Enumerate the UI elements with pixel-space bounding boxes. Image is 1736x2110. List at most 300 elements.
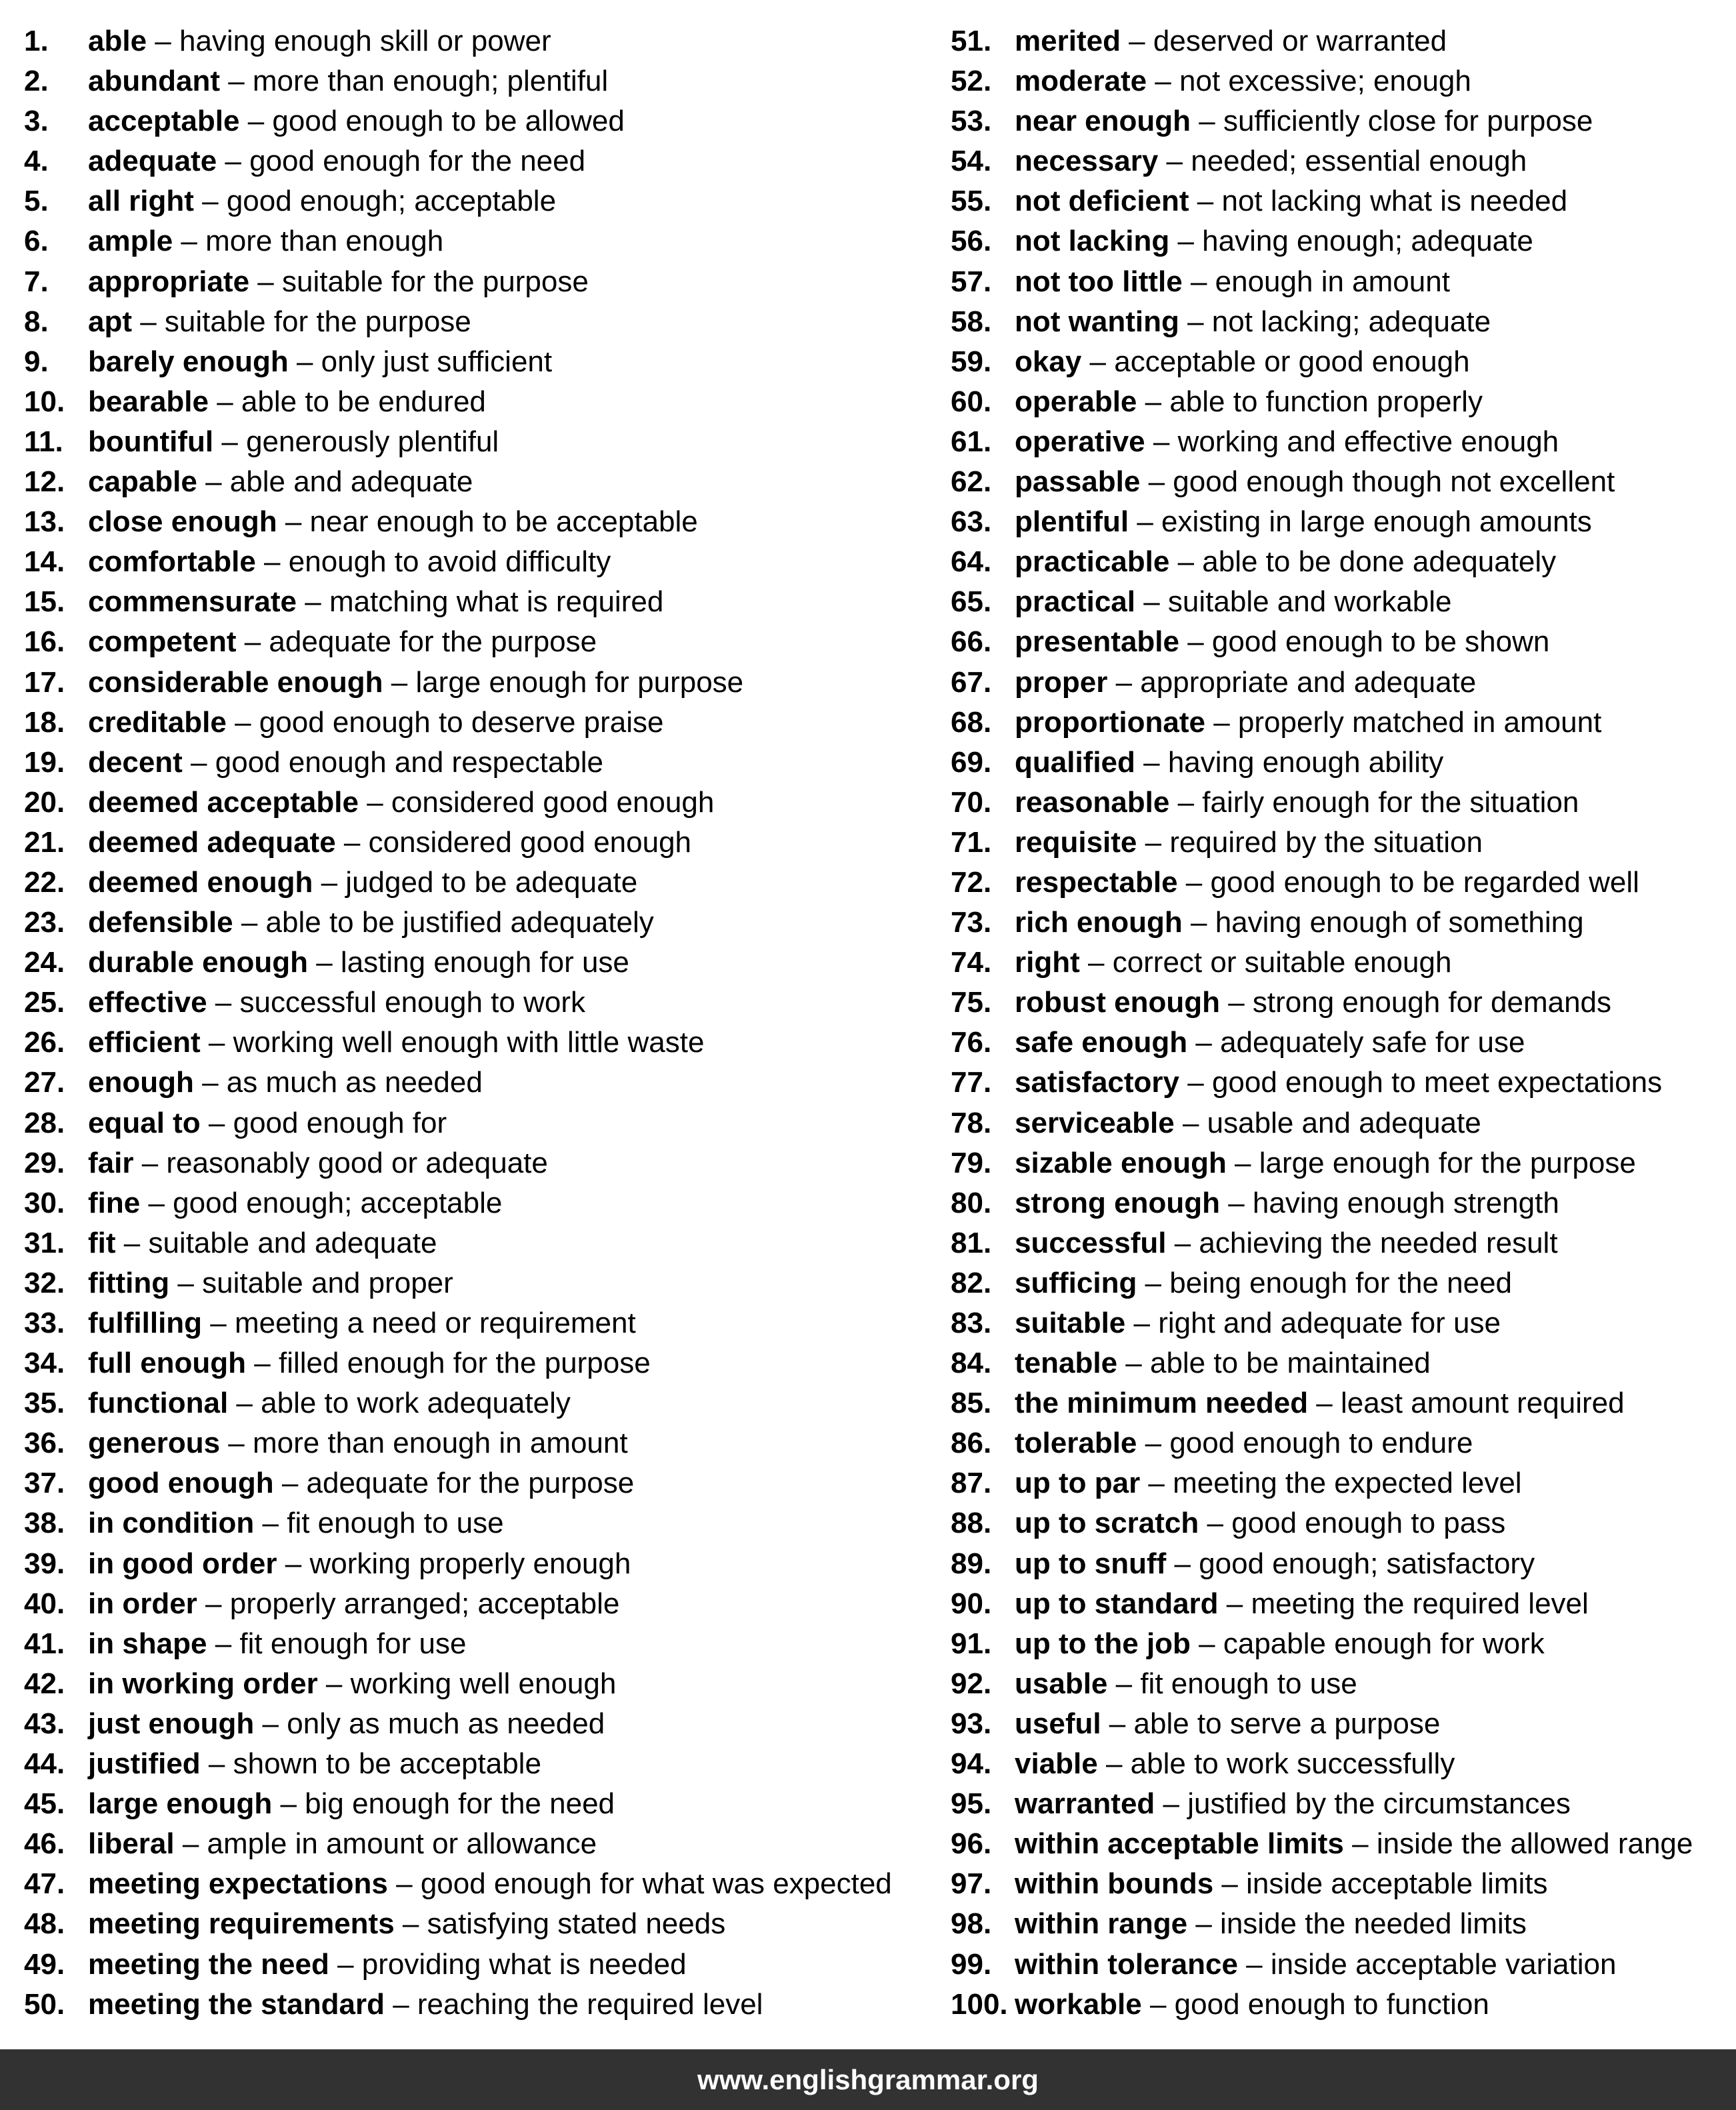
entry-number: 84. (951, 1347, 992, 1380)
list-item (951, 61, 1731, 101)
entry-number: 100. (951, 1987, 1008, 2021)
list-item (951, 703, 1731, 743)
entry-definition: existing in large enough amounts (1161, 505, 1592, 539)
entry-separator: – (1137, 385, 1170, 418)
list-item (951, 1423, 1731, 1463)
entry-separator: – (308, 946, 341, 979)
entry-separator: – (1191, 105, 1223, 138)
list-item (24, 823, 937, 863)
entry-number: 53. (951, 105, 992, 138)
footer-url[interactable]: www.englishgrammar.org (697, 2064, 1039, 2095)
entry-definition: reaching the required level (417, 1987, 763, 2021)
list-item (24, 1784, 937, 1824)
list-item (951, 1143, 1731, 1183)
entry-separator: – (1097, 1747, 1131, 1781)
entry-separator: – (197, 465, 230, 499)
entry-word: up to scratch (1015, 1507, 1199, 1540)
list-item (24, 1423, 937, 1463)
entry-number: 60. (951, 385, 992, 418)
entry-number: 36. (24, 1427, 65, 1460)
entry-word: in order (88, 1587, 197, 1620)
entry-number: 59. (951, 345, 992, 378)
entry-separator: – (193, 1066, 227, 1099)
entry-word: up to the job (1015, 1627, 1191, 1660)
entry-definition: needed; essential enough (1191, 145, 1527, 178)
entry-separator: – (1343, 1827, 1377, 1861)
entry-number: 48. (24, 1907, 65, 1941)
entry-number: 2. (24, 65, 49, 98)
list-item (24, 1544, 937, 1584)
entry-number: 62. (951, 465, 992, 499)
entry-word: safe enough (1015, 1026, 1188, 1059)
entry-word: effective (88, 986, 207, 1019)
entry-word: durable enough (88, 946, 308, 979)
entry-number: 28. (24, 1106, 65, 1139)
list-item (951, 1664, 1731, 1704)
list-item (951, 1223, 1731, 1263)
entry-word: enough (88, 1066, 194, 1099)
entry-separator: – (173, 225, 206, 258)
entry-word: deemed enough (88, 865, 313, 899)
entry-definition: not lacking; adequate (1211, 305, 1491, 338)
entry-word: reasonable (1015, 785, 1170, 819)
entry-number: 39. (24, 1547, 65, 1580)
entry-separator: – (1117, 1347, 1150, 1380)
entry-number: 38. (24, 1507, 65, 1540)
entry-number: 86. (951, 1427, 992, 1460)
entry-word: just enough (88, 1707, 255, 1740)
entry-word: tolerable (1015, 1427, 1137, 1460)
entry-number: 41. (24, 1627, 65, 1660)
entry-separator: – (115, 1226, 149, 1259)
entry-separator: – (219, 65, 253, 98)
entry-word: tenable (1015, 1347, 1118, 1380)
entry-word: within range (1015, 1907, 1188, 1941)
entry-definition: right and adequate for use (1158, 1307, 1501, 1339)
entry-number: 64. (951, 545, 992, 579)
entry-separator: – (255, 545, 289, 579)
entry-word: apt (88, 305, 132, 338)
entry-separator: – (1169, 545, 1203, 579)
entry-definition: able to be justified adequately (265, 906, 654, 939)
entry-definition: shown to be acceptable (233, 1747, 541, 1781)
list-item (24, 1343, 937, 1383)
entry-word: bountiful (88, 425, 214, 458)
entry-number: 66. (951, 625, 992, 659)
list-item (951, 141, 1731, 181)
entry-word: in condition (88, 1507, 255, 1540)
entry-number: 3. (24, 105, 49, 138)
entry-word: in shape (88, 1627, 207, 1660)
entry-number: 29. (24, 1146, 65, 1179)
entry-definition: capable enough for work (1223, 1627, 1545, 1660)
list-item (951, 262, 1731, 302)
entry-separator: – (383, 665, 416, 699)
entry-number: 14. (24, 545, 65, 579)
entry-separator: – (1237, 1947, 1271, 1981)
list-item (951, 1063, 1731, 1103)
entry-word: passable (1015, 465, 1141, 499)
list-item (24, 1584, 937, 1624)
entry-definition: good enough to pass (1231, 1507, 1506, 1540)
entry-separator: – (1205, 705, 1238, 739)
list-item (24, 582, 937, 622)
entry-word: in good order (88, 1547, 277, 1580)
entry-separator: – (207, 1627, 240, 1660)
entry-word: plentiful (1015, 505, 1129, 539)
entry-word: operable (1015, 385, 1137, 418)
entry-separator: – (132, 305, 165, 338)
list-item (24, 1704, 937, 1744)
entry-word: full enough (88, 1347, 247, 1380)
entry-definition: able and adequate (229, 465, 473, 499)
list-item (951, 1864, 1731, 1904)
entry-number: 55. (951, 185, 992, 218)
entry-number: 54. (951, 145, 992, 178)
entry-separator: – (133, 1146, 167, 1179)
list-item (951, 382, 1731, 422)
entry-definition: good enough though not excellent (1173, 465, 1615, 499)
entry-word: up to snuff (1015, 1547, 1167, 1580)
entry-definition: acceptable or good enough (1114, 345, 1470, 378)
entry-word: bearable (88, 385, 209, 418)
entry-number: 47. (24, 1867, 65, 1901)
entry-number: 65. (951, 585, 992, 619)
entry-definition: providing what is needed (361, 1947, 687, 1981)
entry-definition: good enough for (233, 1106, 447, 1139)
entry-word: justified (88, 1747, 201, 1781)
entry-definition: satisfying stated needs (427, 1907, 726, 1941)
entry-definition: suitable and proper (202, 1266, 453, 1299)
entry-definition: able to be endured (241, 385, 486, 418)
entry-word: suitable (1015, 1307, 1126, 1339)
entry-separator: – (329, 1947, 362, 1981)
entry-word: moderate (1015, 65, 1147, 98)
entry-separator: – (1219, 1186, 1253, 1219)
list-item (24, 141, 937, 181)
entry-word: strong enough (1015, 1186, 1220, 1219)
entry-definition: sufficiently close for purpose (1223, 105, 1593, 138)
entry-separator: – (1140, 1467, 1173, 1500)
entry-word: fit (88, 1226, 116, 1259)
entry-number: 19. (24, 745, 65, 779)
list-item (951, 1503, 1731, 1543)
list-item (951, 903, 1731, 943)
entry-separator: – (1166, 1547, 1199, 1580)
entry-separator: – (233, 906, 266, 939)
entry-number: 58. (951, 305, 992, 338)
entry-word: abundant (88, 65, 220, 98)
list-item (951, 1784, 1731, 1824)
entry-word: practicable (1015, 545, 1170, 579)
entry-number: 40. (24, 1587, 65, 1620)
entry-definition: generously plentiful (246, 425, 499, 458)
entry-number: 75. (951, 986, 992, 1019)
list-item (951, 1624, 1731, 1664)
entry-word: useful (1015, 1707, 1101, 1740)
entry-word: proportionate (1015, 705, 1205, 739)
entry-word: fine (88, 1186, 141, 1219)
entry-separator: – (1125, 1307, 1159, 1339)
entry-word: efficient (88, 1026, 201, 1059)
entry-definition: good enough; acceptable (173, 1186, 503, 1219)
list-item (24, 181, 937, 221)
entry-number: 27. (24, 1066, 65, 1099)
entry-definition: properly matched in amount (1237, 705, 1602, 739)
list-item (24, 1463, 937, 1503)
word-list-left-column (24, 21, 937, 2025)
entry-word: liberal (88, 1827, 175, 1861)
entry-separator: – (1179, 305, 1212, 338)
list-item (951, 1945, 1731, 1985)
list-item (24, 1744, 937, 1784)
list-item (24, 101, 937, 141)
entry-separator: – (1107, 665, 1141, 699)
list-item (951, 502, 1731, 542)
entry-number: 13. (24, 505, 65, 539)
entry-number: 8. (24, 305, 49, 338)
entry-separator: – (1182, 265, 1215, 298)
entry-number: 91. (951, 1627, 992, 1660)
entry-word: not too little (1015, 265, 1183, 298)
list-item (951, 221, 1731, 261)
entry-separator: – (254, 1507, 287, 1540)
entry-separator: – (249, 265, 282, 298)
entry-separator: – (335, 825, 369, 859)
list-item (951, 542, 1731, 582)
entry-definition: reasonably good or adequate (166, 1146, 548, 1179)
entry-separator: – (1182, 906, 1215, 939)
entry-word: presentable (1015, 625, 1179, 659)
entry-number: 5. (24, 185, 49, 218)
entry-number: 49. (24, 1947, 65, 1981)
entry-word: not deficient (1015, 185, 1189, 218)
entry-number: 7. (24, 265, 49, 298)
entry-definition: inside the needed limits (1220, 1907, 1527, 1941)
entry-separator: – (226, 705, 259, 739)
entry-separator: – (1187, 1026, 1221, 1059)
entry-number: 18. (24, 705, 65, 739)
list-item (951, 1985, 1731, 2025)
entry-separator: – (387, 1867, 421, 1901)
list-item (24, 1143, 937, 1183)
entry-separator: – (1218, 1587, 1251, 1620)
entry-word: equal to (88, 1106, 201, 1139)
entry-definition: more than enough (205, 225, 444, 258)
entry-word: respectable (1015, 865, 1178, 899)
entry-word: up to standard (1015, 1587, 1219, 1620)
entry-word: the minimum needed (1015, 1387, 1309, 1420)
entry-number: 31. (24, 1226, 65, 1259)
entry-number: 92. (951, 1667, 992, 1700)
list-item (24, 1503, 937, 1543)
entry-number: 74. (951, 946, 992, 979)
entry-word: acceptable (88, 105, 240, 138)
entry-word: okay (1015, 345, 1082, 378)
entry-separator: – (1226, 1146, 1259, 1179)
entry-number: 57. (951, 265, 992, 298)
entry-word: not wanting (1015, 305, 1179, 338)
entry-number: 21. (24, 825, 65, 859)
list-item (951, 1584, 1731, 1624)
entry-separator: – (200, 1026, 233, 1059)
entry-definition: as much as needed (226, 1066, 483, 1099)
entry-separator: – (272, 1787, 305, 1821)
entry-separator: – (197, 1587, 230, 1620)
word-list-right-column (951, 21, 1731, 2025)
list-item (951, 1103, 1731, 1143)
list-item (24, 1223, 937, 1263)
list-item (951, 823, 1731, 863)
entry-separator: – (200, 1747, 233, 1781)
entry-word: decent (88, 745, 183, 779)
entry-separator: – (1190, 1627, 1223, 1660)
entry-word: sufficing (1015, 1266, 1137, 1299)
entry-separator: – (1174, 1106, 1207, 1139)
list-item (24, 542, 937, 582)
entry-definition: appropriate and adequate (1140, 665, 1477, 699)
entry-number: 12. (24, 465, 65, 499)
entry-definition: able to work successfully (1130, 1747, 1455, 1781)
entry-number: 88. (951, 1507, 992, 1540)
entry-separator: – (1166, 1226, 1199, 1259)
entry-number: 46. (24, 1827, 65, 1861)
entry-separator: – (1308, 1387, 1341, 1420)
entry-definition: correct or suitable enough (1112, 946, 1452, 979)
list-item (24, 302, 937, 342)
entry-definition: having enough of something (1215, 906, 1584, 939)
entry-separator: – (182, 745, 215, 779)
entry-number: 10. (24, 385, 65, 418)
entry-definition: large enough for the purpose (1259, 1146, 1636, 1179)
entry-definition: achieving the needed result (1199, 1226, 1558, 1259)
entry-separator: – (277, 1547, 310, 1580)
entry-definition: suitable for the purpose (164, 305, 471, 338)
entry-word: practical (1015, 585, 1135, 619)
entry-separator: – (1141, 1987, 1175, 2021)
list-item (951, 342, 1731, 382)
list-item (951, 663, 1731, 703)
entry-separator: – (213, 425, 247, 458)
entry-word: deemed acceptable (88, 785, 359, 819)
entry-definition: suitable for the purpose (281, 265, 589, 298)
entry-number: 25. (24, 986, 65, 1019)
entry-word: capable (88, 465, 197, 499)
entry-definition: good enough to be allowed (272, 105, 625, 138)
entry-number: 83. (951, 1307, 992, 1339)
entry-definition: able to function properly (1169, 385, 1483, 418)
list-item (24, 1023, 937, 1063)
entry-definition: suitable and workable (1167, 585, 1452, 619)
entry-definition: required by the situation (1169, 825, 1483, 859)
entry-word: not lacking (1015, 225, 1170, 258)
entry-separator: – (217, 145, 250, 178)
entry-word: rich enough (1015, 906, 1183, 939)
entry-number: 78. (951, 1106, 992, 1139)
entry-word: appropriate (88, 265, 250, 298)
entry-definition: judged to be adequate (345, 865, 638, 899)
entry-separator: – (394, 1907, 427, 1941)
entry-number: 96. (951, 1827, 992, 1861)
entry-number: 6. (24, 225, 49, 258)
entry-separator: – (1107, 1667, 1141, 1700)
entry-definition: ample in amount or allowance (207, 1827, 597, 1861)
list-item (951, 943, 1731, 983)
entry-separator: – (1147, 65, 1179, 98)
list-item (951, 743, 1731, 783)
entry-separator: – (169, 1266, 203, 1299)
entry-definition: deserved or warranted (1153, 25, 1447, 57)
entry-definition: good enough; satisfactory (1199, 1547, 1535, 1580)
entry-separator: – (140, 1186, 173, 1219)
list-item (951, 462, 1731, 502)
entry-number: 90. (951, 1587, 992, 1620)
entry-separator: – (200, 1106, 233, 1139)
entry-definition: good enough for the need (249, 145, 586, 178)
list-item (951, 1183, 1731, 1223)
entry-definition: having enough skill or power (179, 25, 551, 57)
entry-separator: – (1219, 986, 1253, 1019)
entry-separator: – (1135, 585, 1168, 619)
entry-separator: – (317, 1667, 351, 1700)
entry-separator: – (1129, 505, 1162, 539)
entry-definition: able to be done adequately (1202, 545, 1557, 579)
entry-definition: fairly enough for the situation (1202, 785, 1579, 819)
list-item (24, 743, 937, 783)
entry-number: 85. (951, 1387, 992, 1420)
entry-definition: inside acceptable limits (1246, 1867, 1548, 1901)
entry-separator: – (220, 1427, 253, 1460)
list-item (951, 101, 1731, 141)
entry-number: 42. (24, 1667, 65, 1700)
entry-separator: – (239, 105, 273, 138)
footer-bar (0, 2049, 1736, 2110)
entry-separator: – (1137, 1266, 1170, 1299)
list-item (24, 1103, 937, 1143)
entry-number: 22. (24, 865, 65, 899)
entry-separator: – (1169, 225, 1203, 258)
entry-definition: only just sufficient (321, 345, 553, 378)
entry-word: ample (88, 225, 173, 258)
entry-number: 34. (24, 1347, 65, 1380)
list-item (951, 422, 1731, 462)
entry-number: 44. (24, 1747, 65, 1781)
entry-separator: – (313, 865, 346, 899)
entry-number: 87. (951, 1467, 992, 1500)
entry-definition: having enough ability (1167, 745, 1444, 779)
entry-word: considerable enough (88, 665, 383, 699)
entry-word: competent (88, 625, 237, 659)
entry-separator: – (1179, 625, 1212, 659)
entry-number: 11. (24, 425, 63, 458)
entry-definition: more than enough in amount (252, 1427, 628, 1460)
entry-separator: – (246, 1347, 279, 1380)
entry-definition: near enough to be acceptable (309, 505, 698, 539)
entry-definition: able to be maintained (1149, 1347, 1431, 1380)
entry-word: barely enough (88, 345, 289, 378)
entry-word: fitting (88, 1266, 170, 1299)
entry-separator: – (1101, 1707, 1134, 1740)
entry-definition: good enough to endure (1169, 1427, 1473, 1460)
entry-number: 63. (951, 505, 992, 539)
entry-word: workable (1015, 1987, 1142, 2021)
entry-word: proper (1015, 665, 1108, 699)
entry-definition: adequately safe for use (1220, 1026, 1525, 1059)
entry-separator: – (236, 625, 269, 659)
entry-definition: strong enough for demands (1252, 986, 1612, 1019)
list-item (24, 1904, 937, 1944)
entry-definition: more than enough; plentiful (252, 65, 609, 98)
